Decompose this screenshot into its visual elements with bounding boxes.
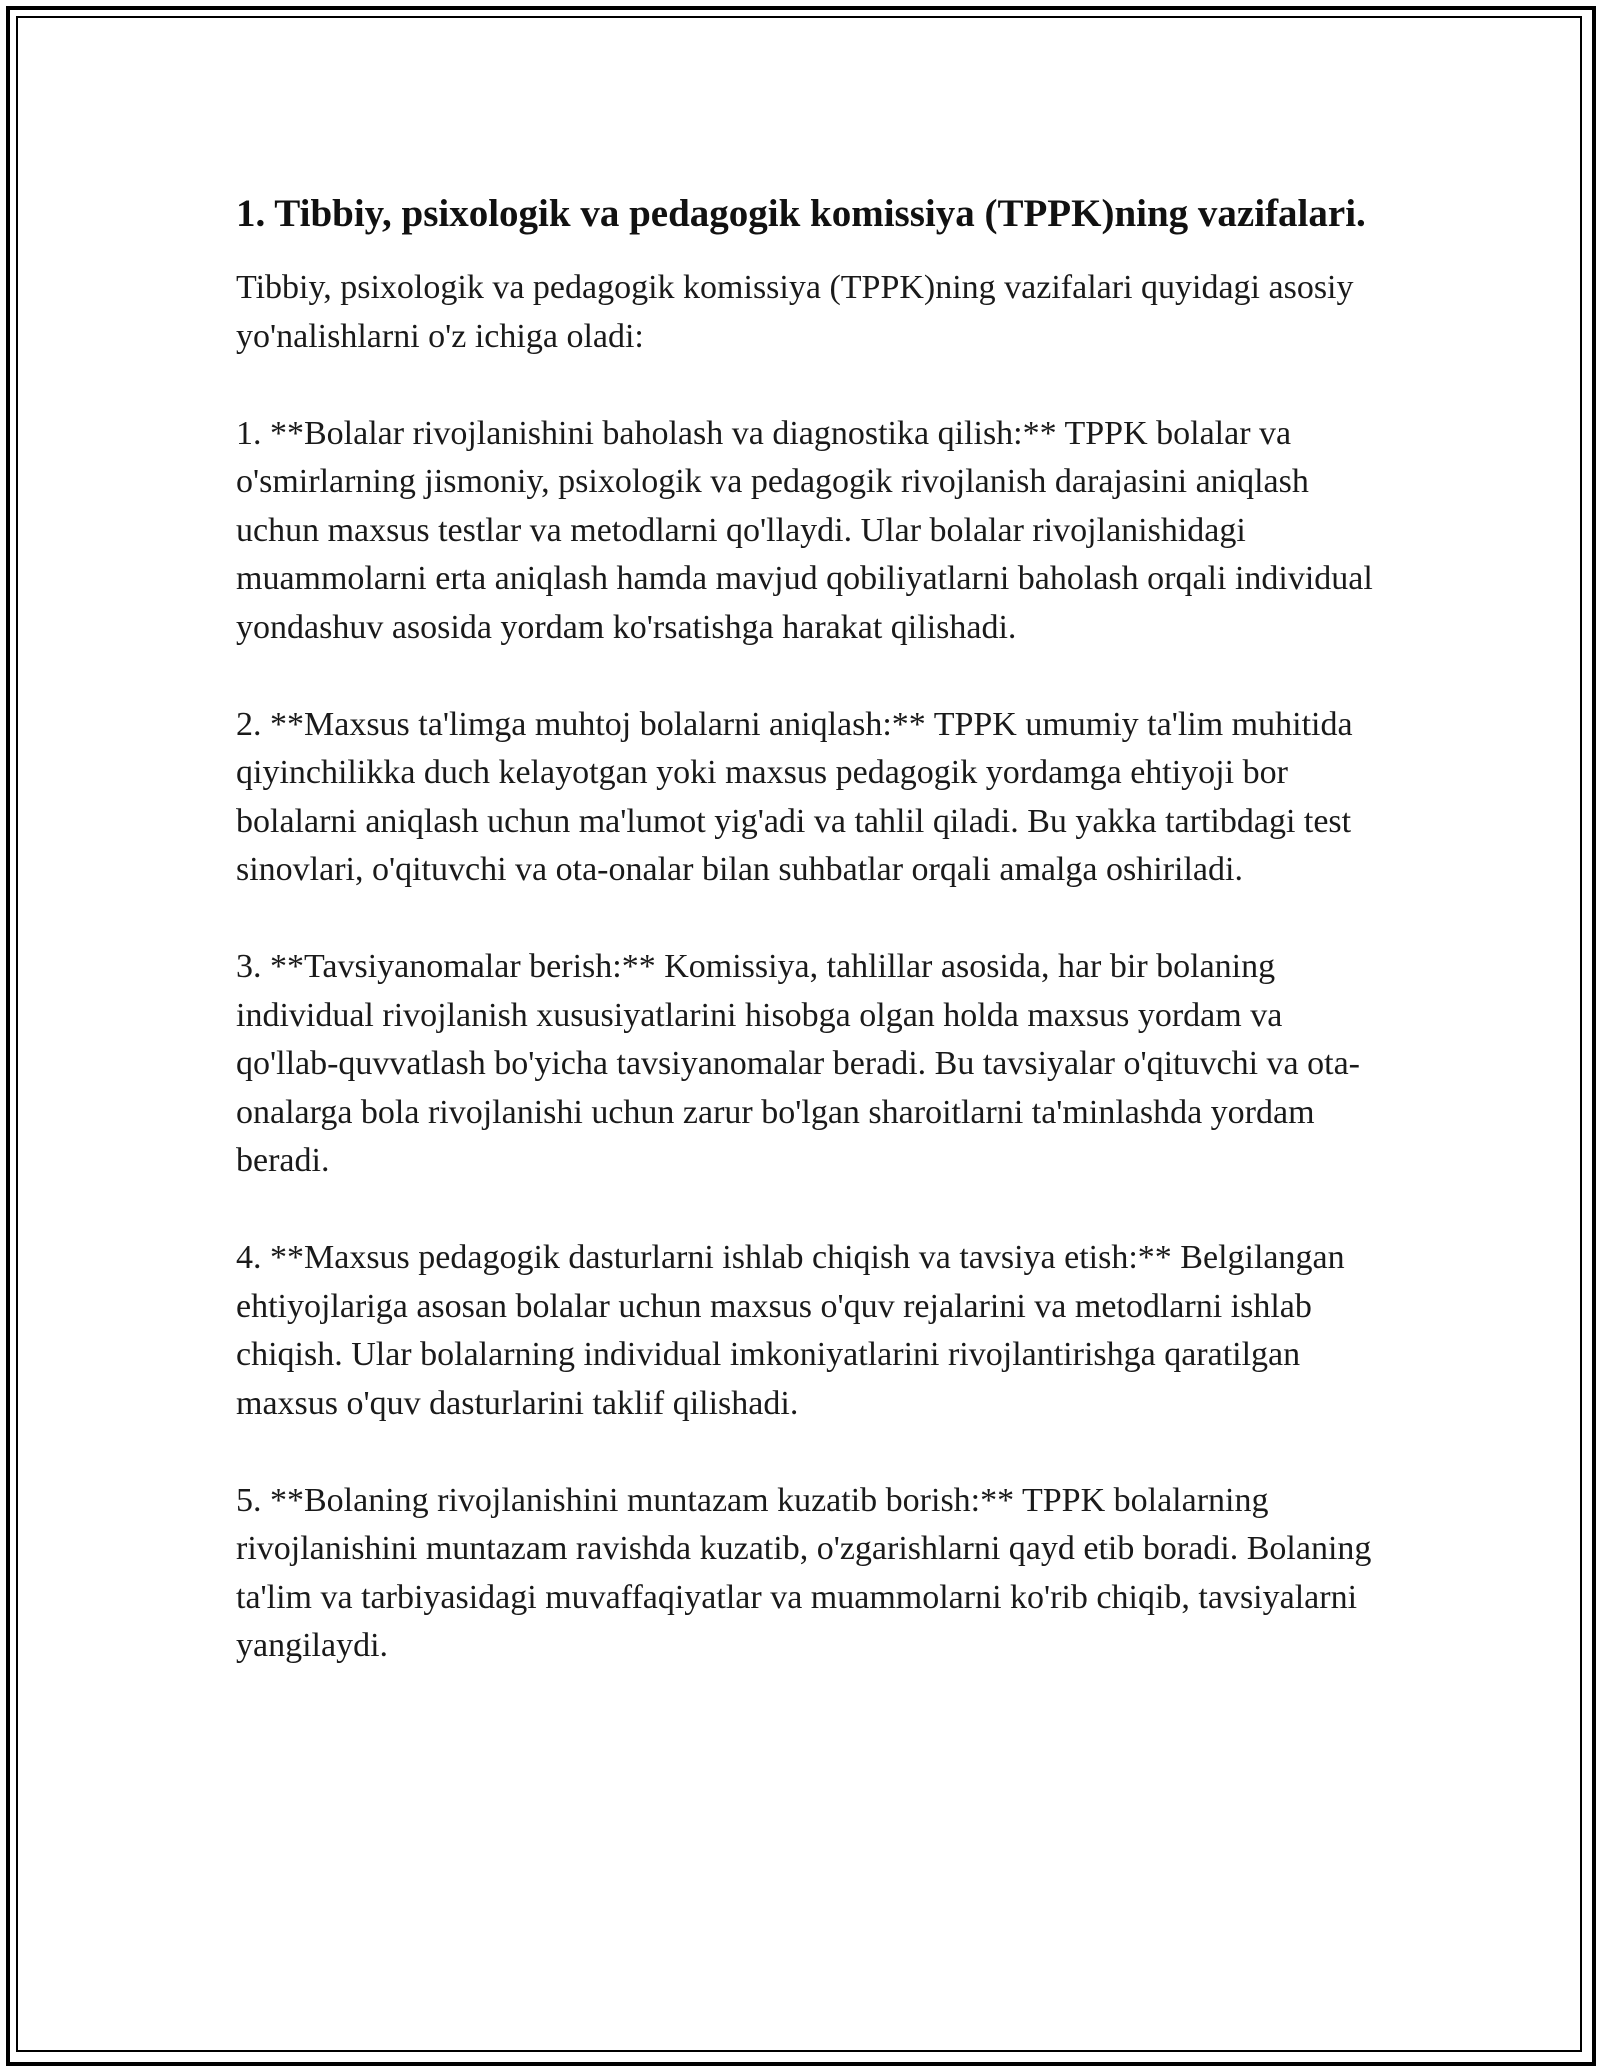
- list-item-2: 2. **Maxsus ta'limga muhtoj bolalarni aniqlash:** TPPK umumiy ta'lim muhitida qiyinchilikka duch kelayotgan yoki maxsus pedagogik yordamga ehtiyoji bor bolalarni aniqlash uchun ma'lumot yig'adi va tahlil qiladi. Bu yakka tartibdagi test sinovlari, o'qituvchi va ota-onalar bilan suhbatlar orqali amalga oshiriladi.: [236, 705, 1353, 888]
- list-item-1: 1. **Bolalar rivojlanishini baholash va diagnostika qilish:** TPPK bolalar va o'smirlarning jismoniy, psixologik va pedagogik rivojlanish darajasini aniqlash uchun maxsus testlar va metodlarni qo'llaydi. Ular bolalar rivojlanishidagi muammolarni erta aniqlash hamda mavjud qobiliyatlarni baholash orqali individual yondashuv asosida yordam ko'rsatishga harakat qilishadi.: [236, 414, 1373, 646]
- document-body: [236, 186, 1376, 1671]
- document-title: 1. Tibbiy, psixologik va pedagogik komissiya (TPPK)ning vazifalari.: [236, 192, 1366, 235]
- list-item-3: 3. **Tavsiyanomalar berish:** Komissiya, tahlillar asosida, har bir bolaning individual rivojlanish xususiyatlarini hisobga olgan holda maxsus yordam va qo'llab-quvvatlash bo'yicha tavsiyanomalar beradi. Bu tavsiyalar o'qituvchi va ota-onalarga bola rivojlanishi uchun zarur bo'lgan sharoitlarni ta'minlashda yordam beradi.: [236, 948, 1360, 1179]
- list-item-5: 5. **Bolaning rivojlanishini muntazam kuzatib borish:** TPPK bolalarning rivojlanishini muntazam ravishda kuzatib, o'zgarishlarni qayd etib boradi. Bolaning ta'lim va tarbiyasidagi muvaffaqiyatlar va muammolarni ko'rib chiqib, tavsiyalarni yangilaydi.: [236, 1481, 1372, 1664]
- intro-paragraph: Tibbiy, psixologik va pedagogik komissiya (TPPK)ning vazifalari quyidagi asosiy yo'nalishlarni o'z ichiga oladi:: [236, 269, 1354, 355]
- list-item-4: 4. **Maxsus pedagogik dasturlarni ishlab chiqish va tavsiya etish:** Belgilangan ehtiyojlariga asosan bolalar uchun maxsus o'quv rejalarini va metodlarni ishlab chiqish. Ular bolalarning individual imkoniyatlarini rivojlantirishga qaratilgan maxsus o'quv dasturlarini taklif qilishadi.: [236, 1239, 1345, 1422]
